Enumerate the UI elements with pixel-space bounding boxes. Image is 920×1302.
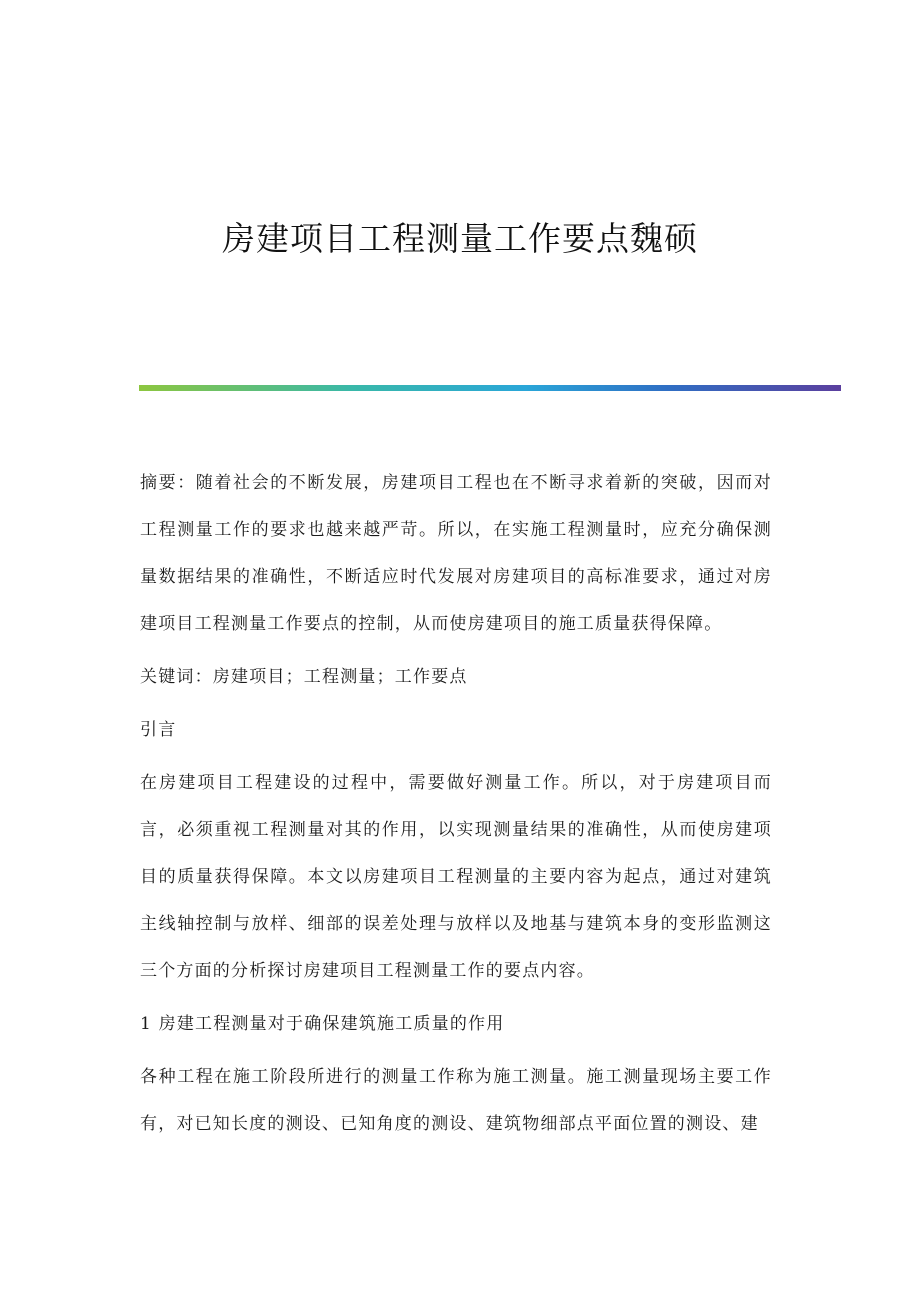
intro-heading: 引言 bbox=[140, 720, 177, 740]
abstract-paragraph: 摘要：随着社会的不断发展，房建项目工程也在不断寻求着新的突破，因而对工程测量工作的要求也越来越严苛。所以，在实施工程测量时，应充分确保测量数据结果的准确性，不断适应时代发展对房建项目的高标准要求，通过对房建项目工程测量工作要点的控制，从而使房建项目的施工质量获得保障。 bbox=[140, 473, 772, 634]
document-title: 房建项目工程测量工作要点魏硕 bbox=[222, 219, 698, 258]
section1-paragraph: 各种工程在施工阶段所进行的测量工作称为施工测量。施工测量现场主要工作有，对已知长度的测设、已知角度的测设、建筑物细部点平面位置的测设、建 bbox=[140, 1067, 772, 1134]
keywords-line: 关键词：房建项目；工程测量；工作要点 bbox=[140, 667, 468, 687]
intro-paragraph: 在房建项目工程建设的过程中，需要做好测量工作。所以，对于房建项目而言，必须重视工程测量对其的作用，以实现测量结果的准确性，从而使房建项目的质量获得保障。本文以房建项目工程测量的主要内容为起点，通过对建筑主线轴控制与放样、细部的误差处理与放样以及地基与建筑本身的变形监测这三个方面的分析探讨房建项目工程测量工作的要点内容。 bbox=[140, 773, 772, 981]
document-body bbox=[140, 460, 772, 1148]
title-divider bbox=[139, 385, 841, 391]
section1-heading: 1 房建工程测量对于确保建筑施工质量的作用 bbox=[140, 1014, 505, 1034]
